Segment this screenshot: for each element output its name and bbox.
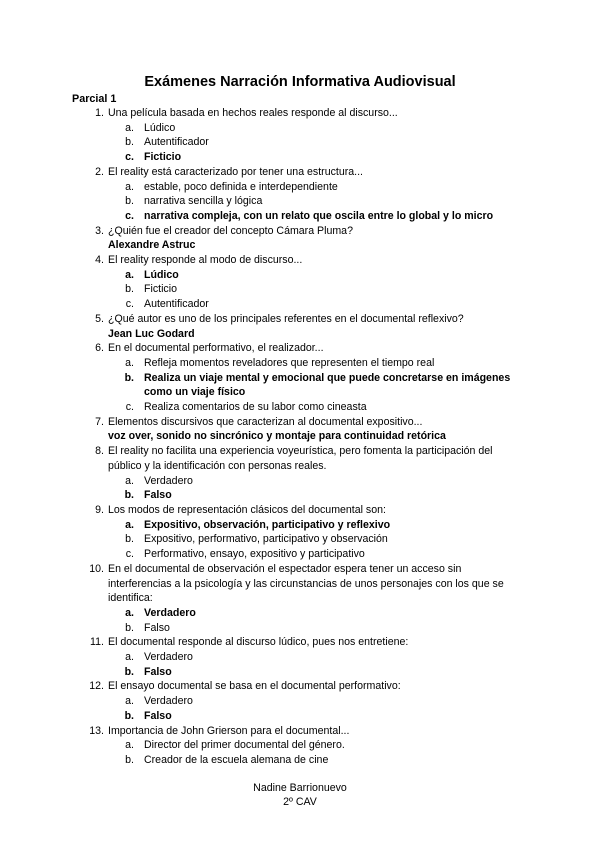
option-letter: a. bbox=[125, 268, 134, 281]
option-text: Verdadero bbox=[144, 695, 193, 708]
option-letter: b. bbox=[125, 753, 134, 766]
option-text: Lúdico bbox=[144, 268, 179, 281]
answer-option bbox=[0, 121, 600, 136]
option-text: Director del primer documental del género. bbox=[144, 739, 345, 752]
option-text: Falso bbox=[144, 621, 170, 634]
question-item bbox=[0, 679, 600, 694]
option-text: Creador de la escuela alemana de cine bbox=[144, 753, 329, 766]
option-letter: a. bbox=[125, 356, 134, 369]
option-letter: b. bbox=[124, 371, 134, 384]
option-text: narrativa sencilla y lógica bbox=[144, 195, 263, 208]
answer-option bbox=[0, 621, 600, 636]
question-text: El reality está caracterizado por tener una estructura... bbox=[108, 165, 363, 178]
question-item bbox=[0, 635, 600, 650]
option-text: Autentificador bbox=[144, 298, 209, 311]
option-letter: a. bbox=[125, 121, 134, 134]
answer-option bbox=[0, 135, 600, 150]
question-item bbox=[0, 253, 600, 268]
option-text: Refleja momentos reveladores que representen el tiempo real bbox=[144, 356, 435, 369]
option-letter: a. bbox=[125, 739, 134, 752]
option-letter: c. bbox=[125, 209, 134, 222]
question-number: 10. bbox=[89, 562, 104, 575]
answer-option bbox=[0, 356, 600, 371]
question-text: El documental responde al discurso lúdico, pues nos entretiene: bbox=[108, 636, 409, 649]
question-text: En el documental de observación el espectador espera tener un acceso sin interferencias a la psicología y las circunstancias de unos personajes con los que se identifica: bbox=[108, 562, 504, 605]
answer-option-correct bbox=[0, 209, 600, 224]
question-answer: Alexandre Astruc bbox=[108, 239, 196, 252]
option-letter: a. bbox=[125, 180, 134, 193]
option-text: Falso bbox=[144, 709, 172, 722]
option-text: Performativo, ensayo, expositivo y participativo bbox=[144, 548, 365, 561]
answer-option bbox=[0, 547, 600, 562]
option-text: Falso bbox=[144, 665, 172, 678]
option-text: Lúdico bbox=[144, 121, 176, 134]
question-text: Los modos de representación clásicos del documental son: bbox=[108, 503, 386, 516]
question-item bbox=[0, 224, 600, 239]
question-text: Importancia de John Grierson para el documental... bbox=[108, 724, 350, 737]
question-item bbox=[0, 724, 600, 739]
question-item bbox=[0, 106, 600, 121]
footer-author: Nadine Barrionuevo bbox=[253, 782, 347, 794]
option-letter: a. bbox=[125, 518, 134, 531]
option-text: Verdadero bbox=[144, 606, 196, 619]
question-number: 5. bbox=[95, 312, 104, 325]
question-number: 8. bbox=[95, 445, 104, 458]
answer-option bbox=[0, 753, 600, 768]
question-number: 3. bbox=[95, 224, 104, 237]
question-item bbox=[0, 415, 600, 430]
question-item bbox=[0, 165, 600, 180]
option-text: Realiza comentarios de su labor como cineasta bbox=[144, 401, 367, 414]
question-text: ¿Quién fue el creador del concepto Cámara Pluma? bbox=[108, 224, 353, 237]
option-letter: b. bbox=[124, 489, 134, 502]
question-item bbox=[0, 503, 600, 518]
option-letter: a. bbox=[125, 606, 134, 619]
option-text: Expositivo, performativo, participativo y observación bbox=[144, 533, 388, 546]
answer-option bbox=[0, 282, 600, 297]
question-answer: voz over, sonido no sincrónico y montaje para continuidad retórica bbox=[108, 430, 446, 443]
question-number: 1. bbox=[95, 107, 104, 119]
option-letter: c. bbox=[125, 298, 134, 311]
answer-option bbox=[0, 532, 600, 547]
option-letter: b. bbox=[125, 283, 134, 296]
option-text: Verdadero bbox=[144, 651, 193, 664]
question-number: 2. bbox=[95, 165, 104, 178]
question-number: 11. bbox=[90, 636, 104, 649]
question-number: 4. bbox=[95, 254, 104, 267]
question-text: El reality no facilita una experiencia voyeurística, pero fomenta la participación del público y la identificación con personas reales. bbox=[108, 445, 493, 472]
option-letter: b. bbox=[125, 195, 134, 208]
option-text: narrativa compleja, con un relato que oscila entre lo global y lo micro bbox=[144, 209, 494, 222]
option-text: estable, poco definida e interdependiente bbox=[144, 180, 338, 193]
option-text: Ficticio bbox=[144, 283, 177, 296]
question-number: 12. bbox=[89, 680, 104, 693]
answer-option-correct bbox=[0, 665, 600, 680]
option-letter: b. bbox=[124, 709, 134, 722]
option-letter: a. bbox=[125, 695, 134, 708]
option-text: Expositivo, observación, participativo y reflexivo bbox=[144, 518, 391, 531]
question-item bbox=[0, 444, 600, 473]
question-number: 7. bbox=[95, 415, 104, 428]
option-letter: b. bbox=[125, 621, 134, 634]
answer-option bbox=[0, 650, 600, 665]
answer-option-correct bbox=[0, 268, 600, 283]
question-number: 9. bbox=[95, 503, 104, 516]
option-letter: c. bbox=[125, 151, 134, 164]
question-item bbox=[0, 341, 600, 356]
answer-option-correct bbox=[0, 150, 600, 165]
question-text: Una película basada en hechos reales responde al discurso... bbox=[108, 107, 398, 119]
question-item bbox=[0, 312, 600, 327]
option-text: Autentificador bbox=[144, 136, 209, 149]
option-letter: c. bbox=[125, 548, 134, 561]
option-text: Realiza un viaje mental y emocional que puede concretarse en imágenes como un viaje físico bbox=[144, 371, 511, 399]
answer-option bbox=[0, 297, 600, 312]
answer-option bbox=[0, 400, 600, 415]
answer-option-correct bbox=[0, 606, 600, 621]
answer-option-correct bbox=[0, 371, 600, 400]
answer-option bbox=[0, 474, 600, 489]
answer-option-correct bbox=[0, 709, 600, 724]
question-item bbox=[0, 562, 600, 606]
question-number: 13. bbox=[89, 724, 104, 737]
question-text: En el documental performativo, el realizador... bbox=[108, 342, 324, 355]
option-letter: c. bbox=[125, 401, 134, 414]
answer-option bbox=[0, 694, 600, 709]
option-letter: b. bbox=[125, 533, 134, 546]
page-footer bbox=[0, 781, 600, 809]
answer-option bbox=[0, 180, 600, 195]
question-text: ¿Qué autor es uno de los principales referentes en el documental reflexivo? bbox=[108, 312, 464, 325]
answer-option-correct bbox=[0, 488, 600, 503]
question-number: 6. bbox=[95, 342, 104, 355]
option-letter: a. bbox=[125, 474, 134, 487]
question-text: El reality responde al modo de discurso... bbox=[108, 254, 303, 267]
option-letter: b. bbox=[125, 136, 134, 149]
question-list bbox=[0, 106, 600, 768]
option-letter: a. bbox=[125, 651, 134, 664]
option-letter: b. bbox=[124, 665, 134, 678]
footer-course: 2º CAV bbox=[283, 796, 317, 808]
question-text: Elementos discursivos que caracterizan al documental expositivo... bbox=[108, 415, 423, 428]
page-title: Exámenes Narración Informativa Audiovisual bbox=[144, 74, 456, 90]
option-text: Ficticio bbox=[144, 151, 182, 164]
answer-option bbox=[0, 738, 600, 753]
option-text: Falso bbox=[144, 489, 172, 502]
option-text: Verdadero bbox=[144, 474, 193, 487]
question-text: El ensayo documental se basa en el documental performativo: bbox=[108, 680, 401, 693]
answer-option-correct bbox=[0, 518, 600, 533]
section-heading: Parcial 1 bbox=[72, 93, 117, 105]
answer-option bbox=[0, 194, 600, 209]
question-answer: Jean Luc Godard bbox=[108, 327, 195, 340]
